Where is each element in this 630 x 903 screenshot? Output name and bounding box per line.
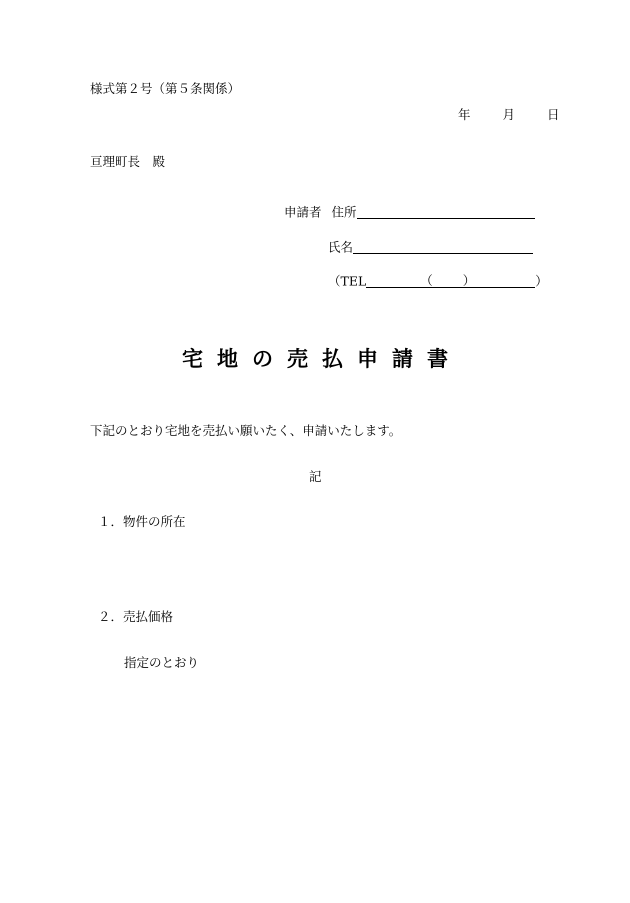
document-title: 宅地の売払申請書 <box>182 346 462 371</box>
name-field[interactable] <box>353 241 533 254</box>
item-price-value: 指定のとおり <box>124 655 200 670</box>
tel-paren-close: ） <box>462 273 476 288</box>
item-price-label: ２．売払価格 <box>98 609 174 624</box>
address-field[interactable] <box>357 206 535 219</box>
item-location-label: １．物件の所在 <box>98 514 186 529</box>
ki-heading: 記 <box>309 469 322 484</box>
applicant-address-line <box>284 206 535 219</box>
date-year-label: 年 <box>458 107 471 122</box>
date-day-label: 日 <box>546 107 560 122</box>
tel-area-field[interactable] <box>366 275 420 288</box>
applicant-name-line <box>328 241 533 254</box>
tel-close: ） <box>535 273 548 289</box>
applicant-tel-line <box>328 275 548 288</box>
tel-label: （TEL <box>328 273 367 289</box>
tel-exchange-field[interactable] <box>433 275 463 288</box>
date-month-label: 月 <box>502 107 515 122</box>
tel-paren-open: （ <box>420 273 433 288</box>
name-label: 氏名 <box>328 239 354 255</box>
date-line <box>458 109 559 122</box>
tel-number-field[interactable] <box>475 275 535 288</box>
addressee: 亘理町長 殿 <box>90 154 166 169</box>
form-number: 様式第２号（第５条関係） <box>90 81 241 96</box>
address-label: 住所 <box>331 204 357 220</box>
applicant-label: 申請者 <box>284 204 322 220</box>
body-text: 下記のとおり宅地を売払い願いたく、申請いたします。 <box>90 423 402 438</box>
